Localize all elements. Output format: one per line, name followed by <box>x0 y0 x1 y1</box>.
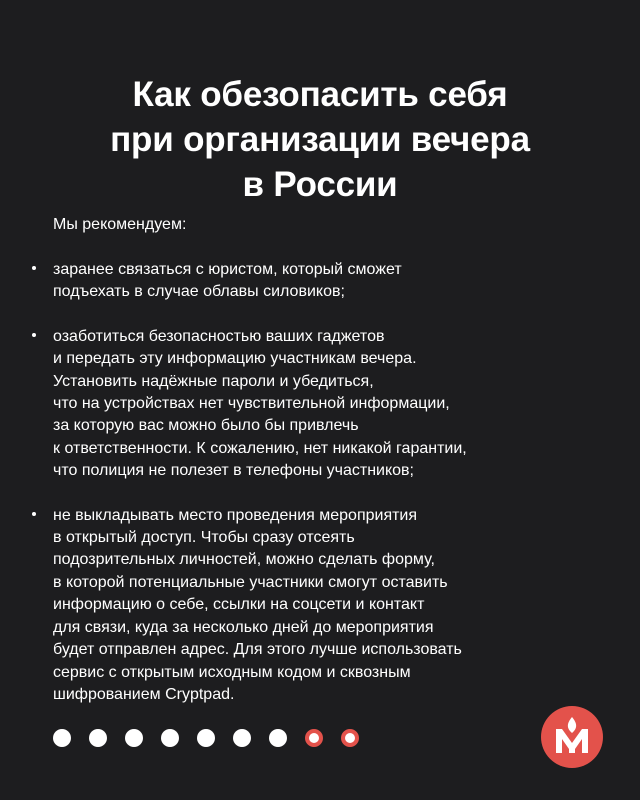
list-item-line: в открытый доступ. Чтобы сразу отсеять <box>53 529 355 547</box>
list-item-line: для связи, куда за несколько дней до мероприятия <box>53 618 434 636</box>
list-item-line: озаботиться безопасностью ваших гаджетов <box>53 327 385 345</box>
list-item <box>32 259 602 304</box>
list-item <box>32 505 602 707</box>
bullet-dot-icon <box>32 512 36 516</box>
list-item-line: что полиция не полезет в телефоны участников; <box>53 462 414 480</box>
list-item-line: шифрованием Cryptpad. <box>53 685 235 703</box>
pagination-dot[interactable] <box>161 729 179 747</box>
memorial-flame-logo-icon <box>541 706 603 768</box>
list-item-line: в которой потенциальные участники смогут оставить <box>53 573 448 591</box>
pagination-dot[interactable] <box>233 729 251 747</box>
intro-text: Мы рекомендуем: <box>53 216 187 233</box>
list-item-line: что на устройствах нет чувствительной информации, <box>53 395 450 413</box>
list-item-line: информацию о себе, ссылки на соцсети и контакт <box>53 596 425 614</box>
pagination-dot[interactable] <box>53 729 71 747</box>
list-item-line: не выкладывать место проведения мероприятия <box>53 506 418 524</box>
list-item-line: Установить надёжные пароли и убедиться, <box>53 372 374 390</box>
list-item-line: и передать эту информацию участникам вечера. <box>53 350 417 368</box>
pagination-dot[interactable] <box>197 729 215 747</box>
bullet-dot-icon <box>32 266 36 270</box>
list-item-line: подозрительных личностей, можно сделать форму, <box>53 551 435 569</box>
carousel-pagination <box>53 729 359 747</box>
title-line: Как обезопасить себя <box>132 75 508 114</box>
list-item-line: заранее связаться с юристом, который сможет <box>53 261 402 278</box>
pagination-dot[interactable] <box>89 729 107 747</box>
list-item-line: сервис с открытым исходным кодом и сквозным <box>53 663 411 681</box>
list-item <box>32 326 602 483</box>
pagination-dot-active[interactable] <box>305 729 323 747</box>
bullet-dot-icon <box>32 333 36 337</box>
title-line: при организации вечера <box>110 120 530 159</box>
pagination-dot[interactable] <box>269 729 287 747</box>
list-item-line: будет отправлен адрес. Для этого лучше использовать <box>53 641 462 659</box>
slide-title <box>40 72 600 207</box>
recommendation-list <box>32 259 602 706</box>
list-item-line: к ответственности. К сожалению, нет никакой гарантии, <box>53 439 467 457</box>
pagination-dot[interactable] <box>125 729 143 747</box>
list-item-line: за которую вас можно было бы привлечь <box>53 417 359 435</box>
title-line: в России <box>242 165 398 204</box>
pagination-dot-active[interactable] <box>341 729 359 747</box>
list-item-line: подъехать в случае облавы силовиков; <box>53 283 345 301</box>
